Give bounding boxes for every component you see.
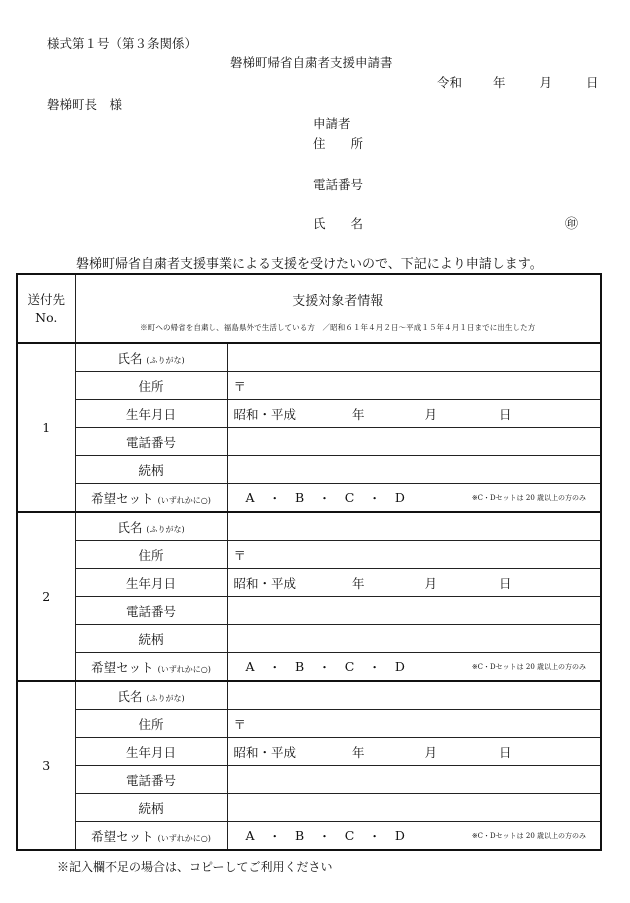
table-row bbox=[17, 569, 601, 597]
header-info-note: ※町への帰省を自粛し、福島県外で生活している方 ／昭和６１年４月２日～平成１５年４月１日までに出生した方 bbox=[140, 323, 536, 332]
set-field[interactable] bbox=[227, 484, 601, 513]
birth-field[interactable] bbox=[227, 569, 601, 597]
phone-label: 電話番号 bbox=[75, 428, 227, 456]
page-title: 磐梯町帰省自粛者支援申請書 bbox=[230, 55, 393, 70]
set-option[interactable]: ・ bbox=[318, 490, 331, 506]
set-option[interactable]: ・ bbox=[318, 828, 331, 844]
name-kana-hint: (ふりがな) bbox=[146, 693, 185, 703]
address-label: 住所 bbox=[75, 710, 227, 738]
birth-label: 生年月日 bbox=[75, 569, 227, 597]
table-row bbox=[17, 428, 601, 456]
set-option[interactable]: ・ bbox=[268, 659, 282, 675]
birth-field[interactable] bbox=[227, 738, 601, 766]
address-field[interactable] bbox=[227, 541, 601, 569]
set-option[interactable]: ・ bbox=[368, 659, 381, 675]
set-note: ※C・Dセットは 20 歳以上の方のみ bbox=[471, 832, 587, 840]
row-number: 2 bbox=[17, 512, 75, 681]
postal-mark: 〒 bbox=[233, 378, 247, 394]
name-field[interactable] bbox=[227, 343, 601, 372]
birth-label: 生年月日 bbox=[75, 738, 227, 766]
table-row bbox=[17, 766, 601, 794]
name-label: 氏名 (ふりがな) bbox=[75, 681, 227, 710]
header-no-line2: No. bbox=[35, 309, 58, 325]
set-hint: (いずれかに○) bbox=[157, 664, 211, 674]
name-field[interactable] bbox=[227, 512, 601, 541]
set-option[interactable]: D bbox=[394, 659, 405, 674]
birth-year: 年 bbox=[352, 575, 365, 591]
set-option[interactable]: A bbox=[245, 828, 255, 843]
set-label: 希望セット (いずれかに○) bbox=[75, 822, 227, 851]
address-label: 住所 bbox=[75, 541, 227, 569]
set-option[interactable]: D bbox=[394, 490, 405, 505]
relation-label: 続柄 bbox=[75, 456, 227, 484]
date-month: 月 bbox=[539, 75, 553, 90]
address-field[interactable] bbox=[227, 372, 601, 400]
applicant-phone-label: 電話番号 bbox=[313, 177, 364, 192]
table-row bbox=[17, 484, 601, 513]
set-option[interactable]: C bbox=[344, 490, 355, 505]
birth-day: 日 bbox=[499, 744, 512, 760]
set-option[interactable]: B bbox=[295, 828, 305, 843]
set-field[interactable] bbox=[227, 653, 601, 682]
date-year: 年 bbox=[493, 75, 506, 90]
header-info-cell bbox=[75, 274, 601, 343]
name-label: 氏名 (ふりがな) bbox=[75, 343, 227, 372]
birth-day: 日 bbox=[499, 406, 512, 422]
date-era: 令和 bbox=[437, 75, 463, 90]
set-hint: (いずれかに○) bbox=[157, 833, 211, 843]
table-row bbox=[17, 653, 601, 682]
set-option[interactable]: ・ bbox=[268, 828, 282, 844]
phone-field[interactable] bbox=[227, 597, 601, 625]
name-field[interactable] bbox=[227, 681, 601, 710]
table-header-row bbox=[17, 274, 601, 343]
birth-field[interactable] bbox=[227, 400, 601, 428]
table-row bbox=[17, 456, 601, 484]
birth-era: 昭和・平成 bbox=[233, 406, 297, 422]
set-option[interactable]: A bbox=[245, 490, 255, 505]
header-info-title: 支援対象者情報 bbox=[292, 294, 384, 309]
set-option[interactable]: ・ bbox=[318, 659, 331, 675]
birth-year: 年 bbox=[352, 744, 365, 760]
set-hint: (いずれかに○) bbox=[157, 495, 211, 505]
date-day: 日 bbox=[586, 75, 599, 90]
header-no-line1: 送付先 bbox=[27, 291, 65, 307]
table-row bbox=[17, 794, 601, 822]
table-row bbox=[17, 625, 601, 653]
set-option[interactable]: ・ bbox=[368, 490, 381, 506]
applicant-address-label: 住 所 bbox=[313, 136, 364, 151]
set-option[interactable]: B bbox=[295, 490, 305, 505]
relation-label: 続柄 bbox=[75, 794, 227, 822]
footer-note: ※記入欄不足の場合は、コピーしてご利用ください bbox=[57, 860, 333, 874]
set-option[interactable]: B bbox=[295, 659, 305, 674]
header-no-cell bbox=[17, 274, 75, 343]
phone-field[interactable] bbox=[227, 766, 601, 794]
birth-era: 昭和・平成 bbox=[233, 744, 297, 760]
birth-month: 月 bbox=[424, 406, 438, 422]
relation-label: 続柄 bbox=[75, 625, 227, 653]
set-field[interactable] bbox=[227, 822, 601, 851]
table-row bbox=[17, 400, 601, 428]
birth-month: 月 bbox=[424, 575, 438, 591]
set-option[interactable]: A bbox=[245, 659, 255, 674]
set-label: 希望セット (いずれかに○) bbox=[75, 484, 227, 513]
table-row bbox=[17, 372, 601, 400]
phone-field[interactable] bbox=[227, 428, 601, 456]
set-note: ※C・Dセットは 20 歳以上の方のみ bbox=[471, 663, 587, 671]
table-row bbox=[17, 597, 601, 625]
applicant-heading: 申請者 bbox=[313, 116, 351, 131]
intro-text: 磐梯町帰省自粛者支援事業による支援を受けたいので、下記により申請します。 bbox=[76, 257, 543, 272]
relation-field[interactable] bbox=[227, 794, 601, 822]
set-label: 希望セット (いずれかに○) bbox=[75, 653, 227, 682]
birth-year: 年 bbox=[352, 406, 365, 422]
row-number: 1 bbox=[17, 343, 75, 512]
row-number: 3 bbox=[17, 681, 75, 850]
table-row bbox=[17, 710, 601, 738]
birth-label: 生年月日 bbox=[75, 400, 227, 428]
table-row bbox=[17, 512, 601, 541]
address-label: 住所 bbox=[75, 372, 227, 400]
addressee: 磐梯町長 様 bbox=[47, 97, 123, 112]
relation-field[interactable] bbox=[227, 625, 601, 653]
phone-label: 電話番号 bbox=[75, 766, 227, 794]
set-option[interactable]: C bbox=[344, 659, 355, 674]
form-number: 様式第１号（第３条関係） bbox=[47, 36, 198, 51]
support-table bbox=[16, 273, 602, 851]
application-date bbox=[437, 73, 599, 91]
table-row bbox=[17, 822, 601, 851]
name-kana-hint: (ふりがな) bbox=[146, 524, 185, 534]
table-row bbox=[17, 343, 601, 372]
birth-day: 日 bbox=[499, 575, 512, 591]
name-kana-hint: (ふりがな) bbox=[146, 355, 185, 365]
set-option[interactable]: ・ bbox=[268, 490, 282, 506]
table-row bbox=[17, 738, 601, 766]
relation-field[interactable] bbox=[227, 456, 601, 484]
name-label: 氏名 (ふりがな) bbox=[75, 512, 227, 541]
table-row bbox=[17, 541, 601, 569]
birth-month: 月 bbox=[424, 744, 438, 760]
phone-label: 電話番号 bbox=[75, 597, 227, 625]
set-option[interactable]: C bbox=[344, 828, 355, 843]
postal-mark: 〒 bbox=[233, 716, 247, 732]
set-option[interactable]: D bbox=[394, 828, 405, 843]
seal-mark-icon: ㊞ bbox=[565, 217, 579, 232]
applicant-name-label: 氏 名 bbox=[313, 216, 364, 231]
postal-mark: 〒 bbox=[233, 547, 247, 563]
set-note: ※C・Dセットは 20 歳以上の方のみ bbox=[471, 494, 587, 502]
table-row bbox=[17, 681, 601, 710]
birth-era: 昭和・平成 bbox=[233, 575, 297, 591]
address-field[interactable] bbox=[227, 710, 601, 738]
set-option[interactable]: ・ bbox=[368, 828, 381, 844]
